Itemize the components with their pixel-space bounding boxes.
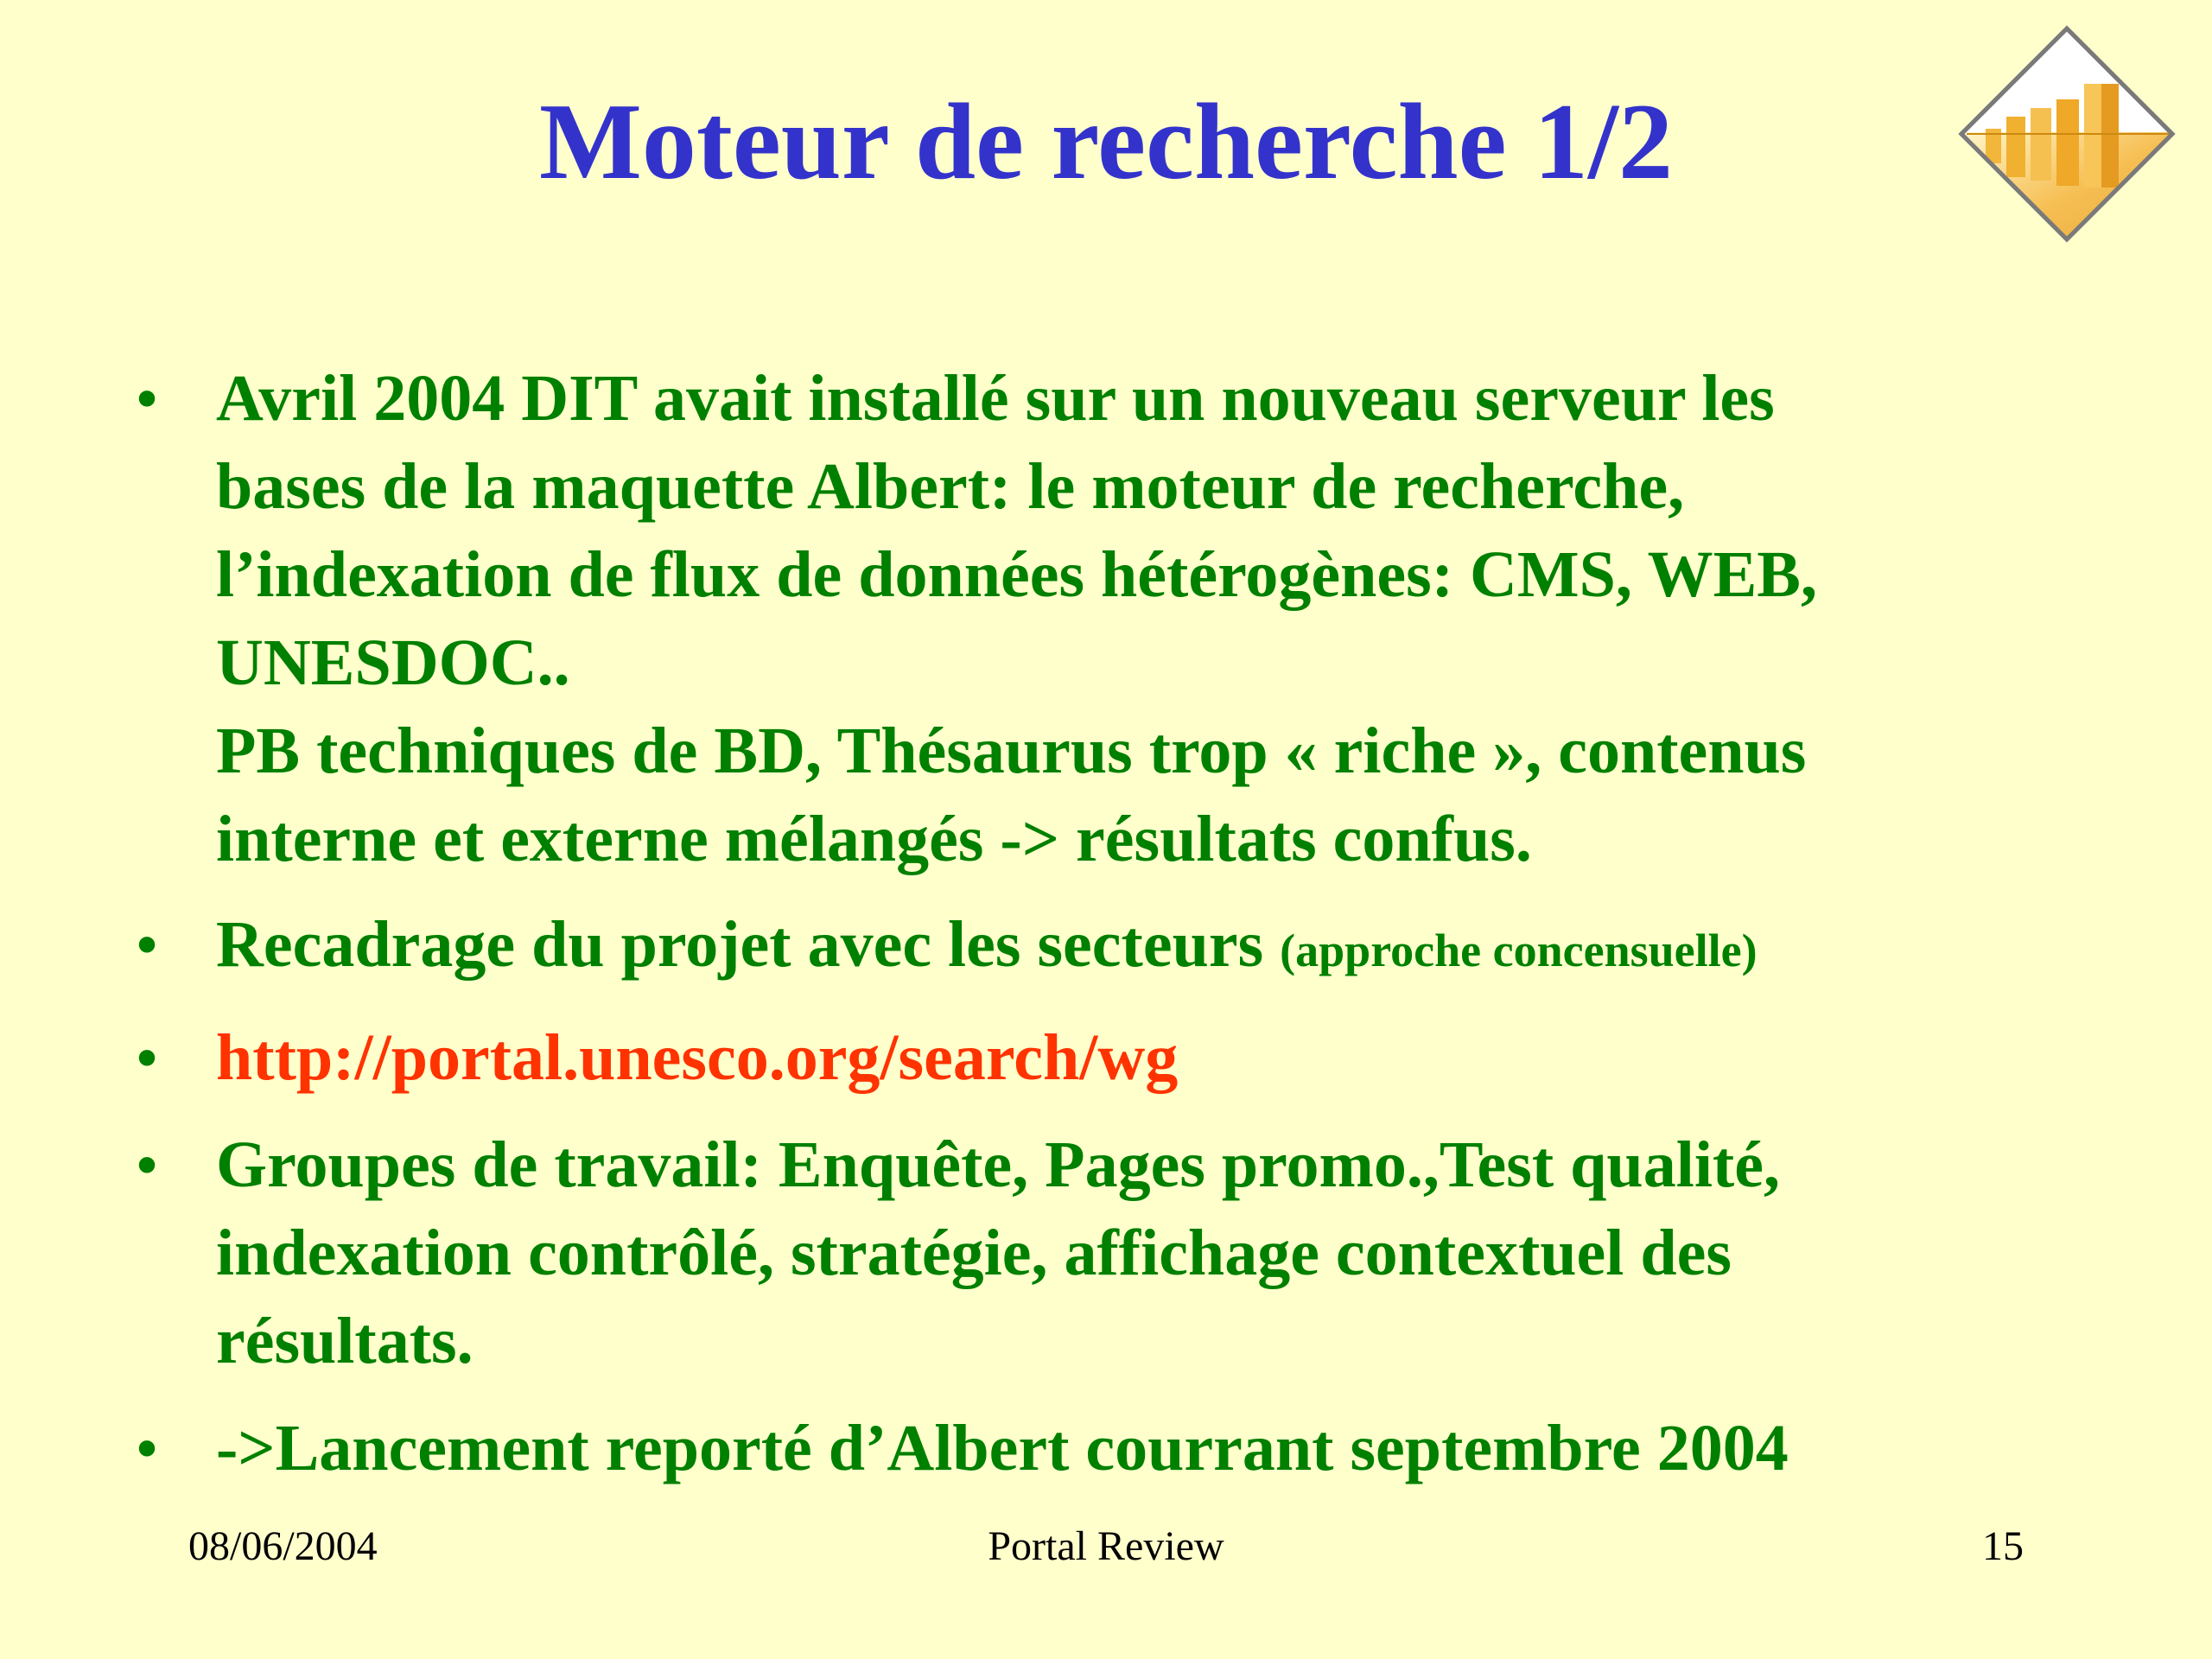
bullet-marker: • xyxy=(137,912,157,977)
bullet-list xyxy=(130,354,2074,1492)
bullet-marker: • xyxy=(137,1132,157,1198)
text-line xyxy=(216,900,2074,995)
text-line: PB techniques de BD, Thésaurus trop « riche », contenus xyxy=(216,715,1807,787)
bullet-marker: • xyxy=(137,365,157,431)
footer-date: 08/06/2004 xyxy=(188,1523,378,1569)
text-line: Groupes de travail: Enquête, Pages promo.,Test qualité, xyxy=(216,1128,1780,1201)
text-line: indexation contrôlé, stratégie, affichage contextuel des xyxy=(216,1217,1732,1289)
bullet-text xyxy=(216,1014,2074,1102)
bullet-item xyxy=(130,1404,2074,1492)
bullet-marker: • xyxy=(137,1025,157,1090)
footer-title: Portal Review xyxy=(988,1523,1224,1569)
text-line: UNESDOC.. xyxy=(216,626,570,699)
bullet-text xyxy=(216,900,2074,995)
text-line: ->Lancement reporté d’Albert courrant septembre 2004 xyxy=(216,1412,1789,1484)
bullet-text xyxy=(216,1404,2074,1492)
bullet-text xyxy=(216,1121,2074,1385)
diamond-building-logo-icon xyxy=(1955,22,2179,246)
bullet-main-text: Recadrage du projet avec les secteurs xyxy=(216,908,1281,981)
bullet-item xyxy=(130,354,2074,883)
footer-page-number: 15 xyxy=(1982,1523,2024,1569)
text-line: interne et externe mélangés -> résultats confus. xyxy=(216,803,1532,875)
slide-title: Moteur de recherche 1/2 xyxy=(538,82,1674,202)
text-line: bases de la maquette Albert: le moteur de recherche, xyxy=(216,450,1685,523)
bullet-item xyxy=(130,1121,2074,1385)
text-line: Avril 2004 DIT avait installé sur un nouveau serveur les xyxy=(216,362,1775,435)
bullet-note-text: (approche concensuelle) xyxy=(1280,925,1758,976)
bullet-marker: • xyxy=(137,1415,157,1481)
bullet-item xyxy=(130,900,2074,995)
text-line: l’indexation de flux de données hétérogènes: CMS, WEB, xyxy=(216,538,1817,611)
bullet-text xyxy=(216,354,2074,883)
search-url-link[interactable]: http://portal.unesco.org/search/wg xyxy=(216,1021,1179,1094)
bullet-item xyxy=(130,1014,2074,1102)
text-line: résultats. xyxy=(216,1305,474,1377)
